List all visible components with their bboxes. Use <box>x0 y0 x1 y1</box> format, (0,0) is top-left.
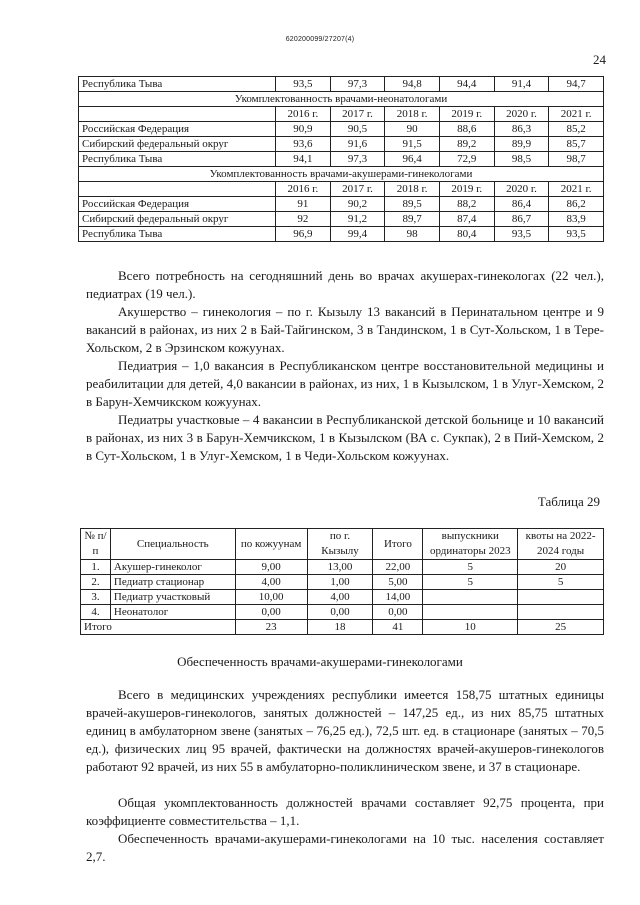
value-cell: 0,00 <box>235 605 307 620</box>
value-cell: 90,5 <box>330 122 385 137</box>
value-cell: 0,00 <box>307 605 373 620</box>
value-cell: 4,00 <box>235 575 307 590</box>
value-cell: 98,5 <box>494 152 549 167</box>
total-value: 23 <box>235 620 307 635</box>
value-cell: 97,3 <box>330 77 385 92</box>
table-section-row <box>79 92 604 107</box>
value-cell: 98 <box>385 227 440 242</box>
value-cell: 93,5 <box>276 77 331 92</box>
year-cell: 2021 г. <box>549 182 604 197</box>
specialty-cell: Акушер-гинеколог <box>110 560 235 575</box>
region-name: Сибирский федеральный округ <box>79 212 276 227</box>
value-cell: 93,6 <box>276 137 331 152</box>
region-name: Сибирский федеральный округ <box>79 137 276 152</box>
vacancies-header-row <box>81 529 604 560</box>
value-cell: 86,4 <box>494 197 549 212</box>
page-number: 24 <box>593 52 606 67</box>
header-cell: Итого <box>373 529 423 560</box>
value-cell <box>423 590 518 605</box>
value-cell: 86,7 <box>494 212 549 227</box>
value-cell: 96,4 <box>385 152 440 167</box>
paragraph-district-pediatricians: Педиатры участковые – 4 вакансии в Республиканской детской больнице и 10 вакансий в районах, из них 3 в Барун-Хемчикском, 1 в Кызылском (ВА с. Сукпак), 2 в Пий-Хемском, 2 в Сут-Хольском, 1 в Улуг-Хемском, 1 в Чеди-Хольском кожуунах. <box>86 412 604 463</box>
year-cell: 2020 г. <box>494 182 549 197</box>
table-years-row <box>79 107 604 122</box>
value-cell: 94,8 <box>385 77 440 92</box>
value-cell: 86,2 <box>549 197 604 212</box>
value-cell: 91 <box>276 197 331 212</box>
value-cell: 13,00 <box>307 560 373 575</box>
value-cell: 90,9 <box>276 122 331 137</box>
value-cell: 85,2 <box>549 122 604 137</box>
table-row <box>81 590 604 605</box>
table-row <box>79 197 604 212</box>
value-cell: 91,4 <box>494 77 549 92</box>
value-cell: 88,6 <box>439 122 494 137</box>
table-row <box>81 575 604 590</box>
region-name: Российская Федерация <box>79 197 276 212</box>
total-value: 25 <box>518 620 604 635</box>
value-cell <box>518 590 604 605</box>
year-cell: 2018 г. <box>385 182 440 197</box>
value-cell: 90,2 <box>330 197 385 212</box>
value-cell: 94,4 <box>439 77 494 92</box>
year-cell: 2019 г. <box>439 107 494 122</box>
section-title: Укомплектованность врачами-акушерами-гинекологами <box>79 167 604 182</box>
value-cell: 93,5 <box>549 227 604 242</box>
value-cell: 5 <box>518 575 604 590</box>
table-row <box>79 212 604 227</box>
value-cell: 83,9 <box>549 212 604 227</box>
vacancies-table <box>80 528 604 635</box>
empty-cell <box>79 182 276 197</box>
value-cell: 3. <box>81 590 111 605</box>
value-cell: 89,2 <box>439 137 494 152</box>
value-cell: 94,1 <box>276 152 331 167</box>
value-cell: 20 <box>518 560 604 575</box>
staffing-table <box>78 76 604 242</box>
value-cell: 5 <box>423 560 518 575</box>
value-cell: 89,9 <box>494 137 549 152</box>
table-row <box>79 122 604 137</box>
empty-cell <box>79 107 276 122</box>
section-title: Укомплектованность врачами-неонатологами <box>79 92 604 107</box>
year-cell: 2020 г. <box>494 107 549 122</box>
year-cell: 2016 г. <box>276 182 331 197</box>
year-cell: 2016 г. <box>276 107 331 122</box>
value-cell: 80,4 <box>439 227 494 242</box>
header-cell: выпускники ординаторы 2023 <box>423 529 518 560</box>
value-cell: 93,5 <box>494 227 549 242</box>
value-cell: 92 <box>276 212 331 227</box>
header-cell: Специальность <box>110 529 235 560</box>
header-cell: № п/п <box>81 529 111 560</box>
value-cell: 4,00 <box>307 590 373 605</box>
total-value: 18 <box>307 620 373 635</box>
value-cell: 88,2 <box>439 197 494 212</box>
value-cell: 0,00 <box>373 605 423 620</box>
table-row <box>81 605 604 620</box>
paragraph-total-need: Всего потребность на сегодняшний день во врачах акушерах-гинекологах (22 чел.), педиатрах (19 чел.). <box>86 268 604 301</box>
total-label: Итого <box>81 620 236 635</box>
year-cell: 2017 г. <box>330 182 385 197</box>
year-cell: 2018 г. <box>385 107 440 122</box>
value-cell <box>423 605 518 620</box>
value-cell: 91,6 <box>330 137 385 152</box>
specialty-cell: Педиатр участковый <box>110 590 235 605</box>
total-value: 41 <box>373 620 423 635</box>
paragraph-provision: Обеспеченность врачами-акушерами-гинекологами на 10 тыс. населения составляет 2,7. <box>86 831 604 864</box>
section-heading: Обеспеченность врачами-акушерами-гинекологами <box>177 654 463 669</box>
value-cell: 91,5 <box>385 137 440 152</box>
value-cell: 96,9 <box>276 227 331 242</box>
value-cell: 5 <box>423 575 518 590</box>
region-name: Республика Тыва <box>79 152 276 167</box>
paragraph-obstetrics: Акушерство – гинекология – по г. Кызылу 13 вакансий в Перинатальном центре и 9 вакансий в районах, из них 2 в Бай-Тайгинском, 3 в Тандинском, 1 в Сут-Хольском, 1 в Тере-Хольском, 2 в Эрзинском кожуунах. <box>86 304 604 355</box>
header-cell: по кожуунам <box>235 529 307 560</box>
value-cell: 72,9 <box>439 152 494 167</box>
header-cell: по г. Кызылу <box>307 529 373 560</box>
table-row <box>79 137 604 152</box>
region-name: Республика Тыва <box>79 227 276 242</box>
region-name: Российская Федерация <box>79 122 276 137</box>
value-cell: 91,2 <box>330 212 385 227</box>
value-cell: 86,3 <box>494 122 549 137</box>
year-cell: 2019 г. <box>439 182 494 197</box>
value-cell: 1. <box>81 560 111 575</box>
value-cell: 9,00 <box>235 560 307 575</box>
value-cell: 10,00 <box>235 590 307 605</box>
value-cell: 2. <box>81 575 111 590</box>
value-cell: 22,00 <box>373 560 423 575</box>
value-cell: 89,7 <box>385 212 440 227</box>
value-cell: 14,00 <box>373 590 423 605</box>
total-value: 10 <box>423 620 518 635</box>
value-cell: 85,7 <box>549 137 604 152</box>
table-section-row <box>79 167 604 182</box>
paragraph-staffing-rate: Общая укомплектованность должностей врачами составляет 92,75 процента, при коэффициенте совместительства – 1,1. <box>86 795 604 828</box>
value-cell: 99,4 <box>330 227 385 242</box>
value-cell: 4. <box>81 605 111 620</box>
value-cell: 89,5 <box>385 197 440 212</box>
value-cell: 98,7 <box>549 152 604 167</box>
table-row <box>79 77 604 92</box>
value-cell: 97,3 <box>330 152 385 167</box>
total-row <box>81 620 604 635</box>
year-cell: 2021 г. <box>549 107 604 122</box>
value-cell: 5,00 <box>373 575 423 590</box>
value-cell <box>518 605 604 620</box>
header-cell: квоты на 2022-2024 годы <box>518 529 604 560</box>
region-name: Республика Тыва <box>79 77 276 92</box>
paragraph-pediatrics: Педиатрия – 1,0 вакансия в Республиканском центре восстановительной медицины и реабилитации для детей, 4,0 вакансии в районах, из них, 1 в Кызылском, 1 в Улуг-Хемском, 2 в Барун-Хемчикском кожуунах. <box>86 358 604 409</box>
paragraph-obgyn-staff: Всего в медицинских учреждениях республики имеется 158,75 штатных единицы врачей-акушеров-гинекологов, занятых должностей – 147,25 ед., из них 85,75 штатных единиц в амбулаторном звене (занятых – 76,25 ед.), 72,5 шт. ед. в стационаре (занятых – 70,5 ед.), физических лиц 95 врачей, фактически на должностях врачей-акушеров-гинекологов работают 92 врачей, из них 55 в амбулаторно-поликлиническом звене, и 37 в стационаре. <box>86 687 604 774</box>
document-id: 620200099/27207(4) <box>285 36 355 43</box>
year-cell: 2017 г. <box>330 107 385 122</box>
specialty-cell: Педиатр стационар <box>110 575 235 590</box>
value-cell: 90 <box>385 122 440 137</box>
table-years-row <box>79 182 604 197</box>
table-row <box>79 152 604 167</box>
table-row <box>79 227 604 242</box>
value-cell: 87,4 <box>439 212 494 227</box>
value-cell: 94,7 <box>549 77 604 92</box>
table-caption: Таблица 29 <box>537 494 600 509</box>
value-cell: 1,00 <box>307 575 373 590</box>
table-row <box>81 560 604 575</box>
specialty-cell: Неонатолог <box>110 605 235 620</box>
